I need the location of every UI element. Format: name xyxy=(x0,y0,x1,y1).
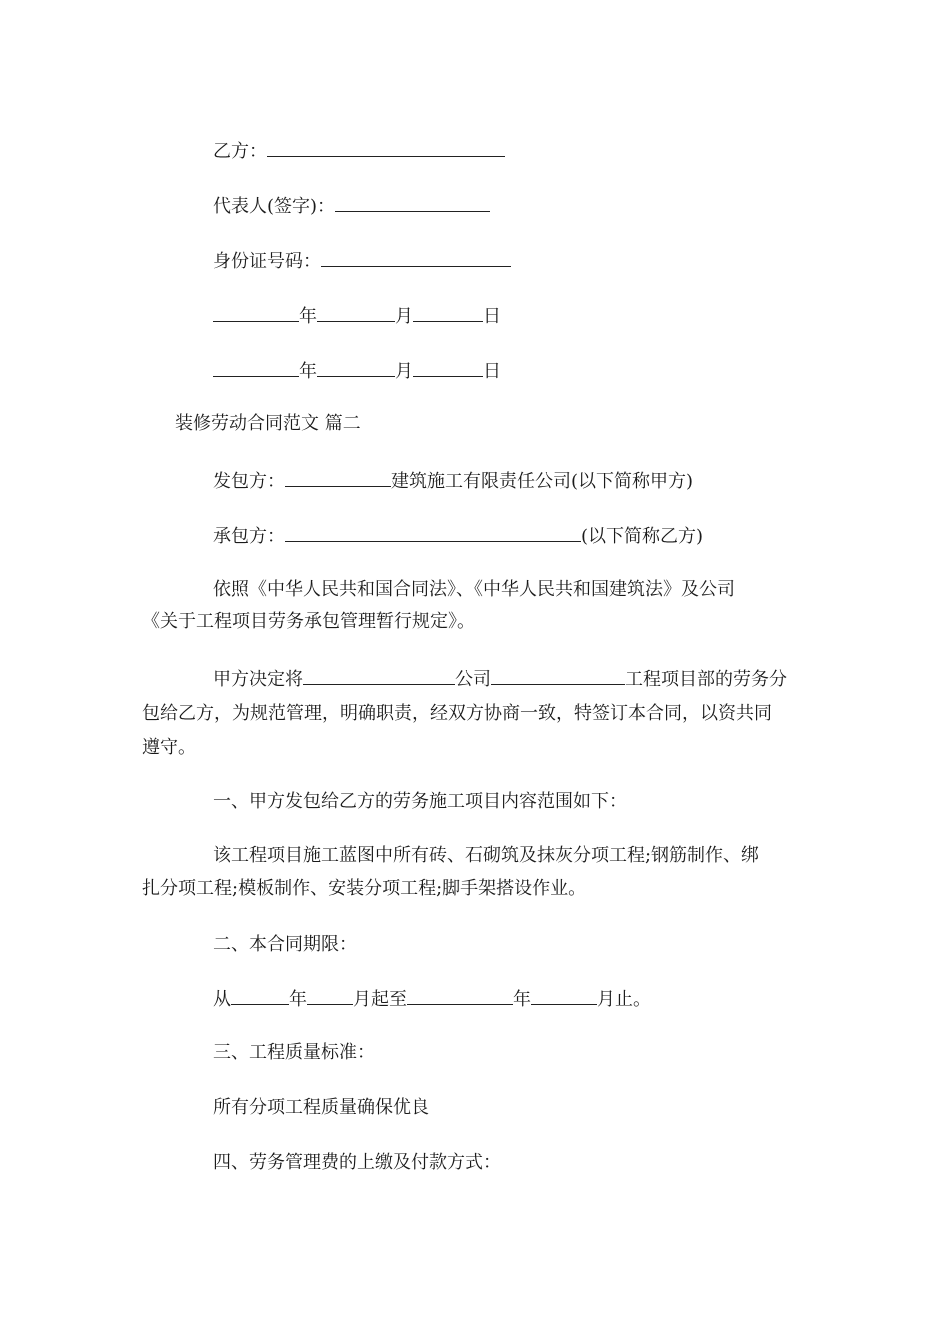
date-row-1 xyxy=(213,305,501,328)
id-number-label: 身份证号码： xyxy=(213,251,321,272)
decision-line-1 xyxy=(213,668,787,691)
section-2-title: 二、本合同期限： xyxy=(213,934,357,955)
basis-line-2: 《关于工程项目劳务承包管理暂行规定》。 xyxy=(142,611,475,632)
term-from: 从 xyxy=(213,989,231,1010)
end-month-blank xyxy=(531,988,597,1005)
decision-part-1: 甲方决定将 xyxy=(213,669,303,690)
party-b-line xyxy=(213,140,505,163)
end-year-blank xyxy=(407,988,513,1005)
year-label: 年 xyxy=(299,361,317,382)
company-blank xyxy=(303,668,455,685)
id-number-line xyxy=(213,250,511,273)
date-row-2 xyxy=(213,360,501,383)
subcontractor-label: 承包方： xyxy=(213,526,285,547)
day-blank xyxy=(413,305,483,322)
day-label: 日 xyxy=(483,306,501,327)
term-year-2: 年 xyxy=(513,989,531,1010)
representative-label: 代表人(签字)： xyxy=(213,196,336,217)
contractor-suffix: 建筑施工有限责任公司(以下简称甲方) xyxy=(391,471,694,492)
year-blank xyxy=(213,305,299,322)
project-blank xyxy=(491,668,625,685)
subcontractor-line xyxy=(213,525,703,548)
decision-part-3: 工程项目部的劳务分 xyxy=(625,669,787,690)
term-line xyxy=(213,988,651,1011)
section-1-title: 一、甲方发包给乙方的劳务施工项目内容范围如下： xyxy=(213,791,627,812)
decision-part-2: 公司 xyxy=(455,669,491,690)
representative-blank xyxy=(335,195,490,212)
section-1-line-1: 该工程项目施工蓝图中所有砖、石砌筑及抹灰分项工程;钢筋制作、绑 xyxy=(213,845,760,866)
decision-line-2: 包给乙方，为规范管理，明确职责，经双方协商一致，特签订本合同，以资共同 xyxy=(142,703,772,724)
year-blank xyxy=(213,360,299,377)
month-blank xyxy=(317,305,395,322)
id-number-blank xyxy=(321,250,511,267)
year-label: 年 xyxy=(299,306,317,327)
basis-line-1: 依照《中华人民共和国合同法》、《中华人民共和国建筑法》及公司 xyxy=(213,579,735,600)
start-year-blank xyxy=(231,988,289,1005)
party-b-label: 乙方： xyxy=(213,141,267,162)
term-month-to: 月止。 xyxy=(597,989,651,1010)
decision-line-3: 遵守。 xyxy=(142,737,196,758)
section-1-line-2: 扎分项工程;模板制作、安装分项工程;脚手架搭设作业。 xyxy=(142,878,587,899)
section-3-body: 所有分项工程质量确保优良 xyxy=(213,1097,429,1118)
section-4-title: 四、劳务管理费的上缴及付款方式： xyxy=(213,1152,501,1173)
subcontractor-blank xyxy=(285,525,581,542)
party-b-blank xyxy=(267,140,505,157)
month-label: 月 xyxy=(395,361,413,382)
term-month-from: 月起至 xyxy=(353,989,407,1010)
start-month-blank xyxy=(307,988,353,1005)
subcontractor-suffix: (以下简称乙方) xyxy=(581,526,704,547)
representative-line xyxy=(213,195,490,218)
section-3-title: 三、工程质量标准： xyxy=(213,1042,375,1063)
contractor-line xyxy=(213,470,693,493)
term-year-1: 年 xyxy=(289,989,307,1010)
contractor-blank xyxy=(285,470,391,487)
month-label: 月 xyxy=(395,306,413,327)
day-blank xyxy=(413,360,483,377)
day-label: 日 xyxy=(483,361,501,382)
month-blank xyxy=(317,360,395,377)
section-heading: 装修劳动合同范文 篇二 xyxy=(175,413,361,434)
contractor-label: 发包方： xyxy=(213,471,285,492)
